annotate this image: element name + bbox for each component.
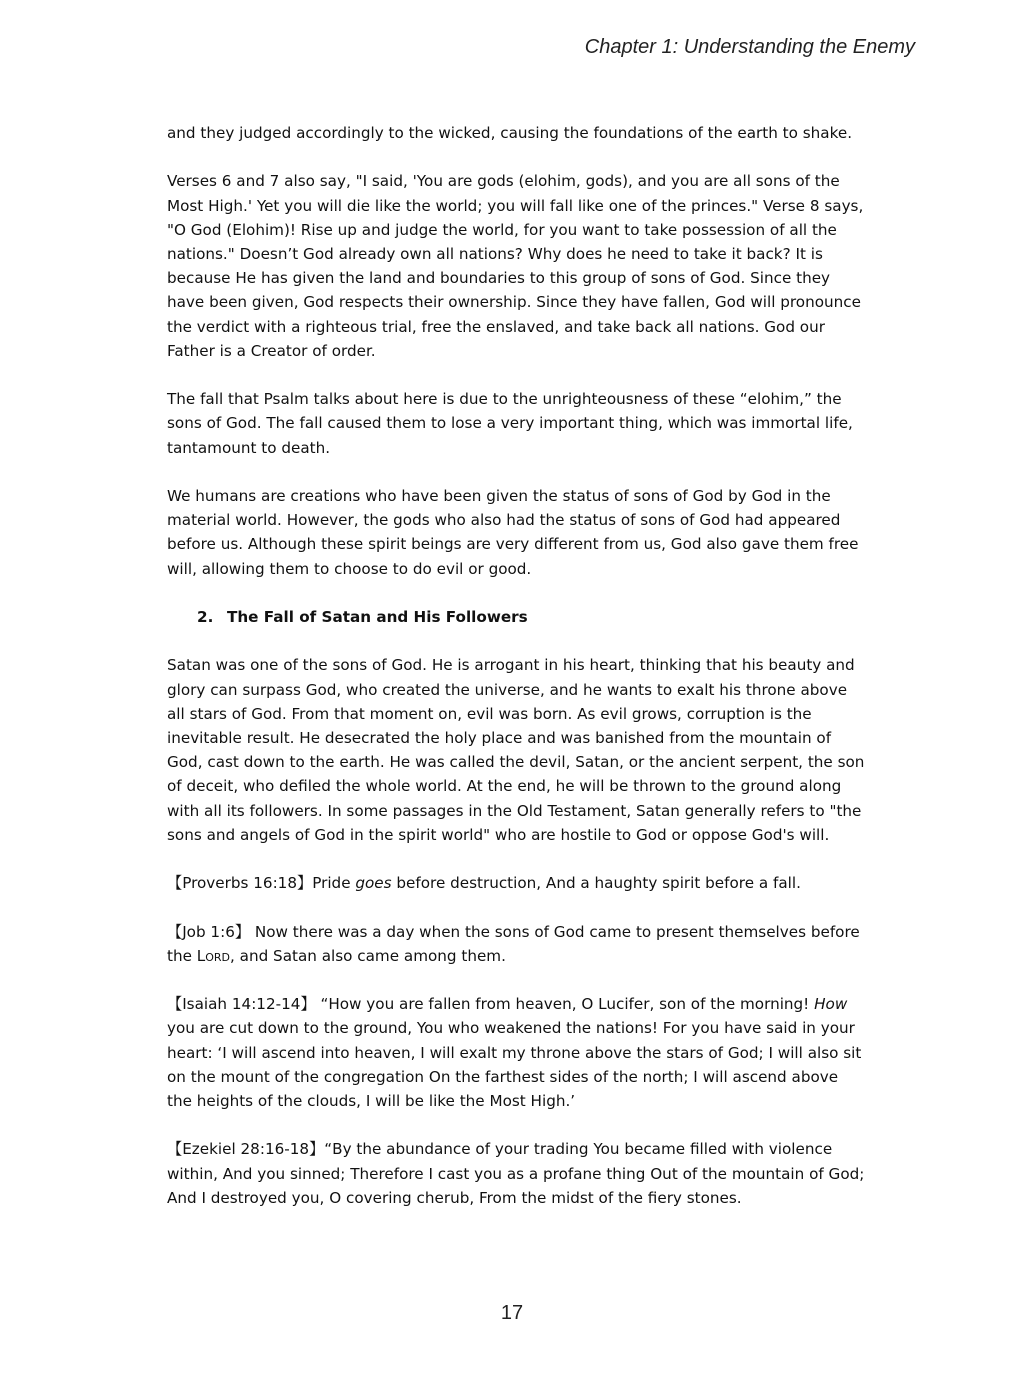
paragraph: Satan was one of the sons of God. He is arrogant in his heart, thinking that his beauty and glory can surpass God, who created the universe, and he wants to exalt his throne above all stars of God. From that moment on, evil was born. As evil grows, corruption is the inevitable result. He desecrated the holy place and was banished from the mountain of God, cast down to the earth. He was called the devil, Satan, or the ancient serpent, the son of deceit, who defiled the whole world. At the end, he will be thrown to the ground along with all its followers. In some passages in the Old Testament, Satan generally refers to "the sons and angels of God in the spirit world" who are hostile to God or oppose God's will. — [167, 656, 865, 844]
paragraph: and they judged accordingly to the wicked, causing the foundations of the earth to shake. — [167, 124, 853, 142]
section-number: 2. — [197, 608, 214, 626]
quote-text: Pride — [312, 874, 356, 893]
quote-text: Now there was a day when the sons of God came to present themselves before the — [167, 922, 860, 965]
quote-text: , and Satan also came among them. — [230, 946, 506, 965]
paragraph: Verses 6 and 7 also say, "I said, 'You are gods (elohim, gods), and you are all sons of the Most High.' Yet you will die like the world; you will fall like one of the princes." Verse 8 says, "O God (Elohim)! Rise up and judge the world, for you want to take possession of all the nations." Doesn’t God already own all nations? Why does he need to take it back? It is because He has given the land and boundaries to this group of sons of God. Since they have been given, God respects their ownership. Since they have fallen, God will pronounce the verdict with a righteous trial, free the enslaved, and take back all nations. God our Father is a Creator of order. — [167, 172, 864, 360]
section-heading — [197, 605, 867, 629]
page-body — [167, 121, 867, 1234]
paragraph: The fall that Psalm talks about here is due to the unrighteousness of these “elohim,” the sons of God. The fall caused them to lose a very important thing, which was immortal life, tantamount to death. — [167, 390, 853, 457]
quote-text: before destruction, And a haughty spirit before a fall. — [391, 874, 801, 893]
scripture-reference: 【Job 1:6】 — [167, 922, 251, 941]
scripture-quote-ezekiel — [167, 1137, 867, 1210]
quote-text-italic: goes — [355, 874, 392, 893]
quote-text-italic: How — [814, 995, 848, 1014]
paragraph: We humans are creations who have been given the status of sons of God by God in the material world. However, the gods who also had the status of sons of God had appeared before us. Although these spirit beings are very different from us, God also gave them free will, allowing them to choose to do evil or good. — [167, 487, 859, 578]
scripture-quote-isaiah — [167, 992, 867, 1113]
scripture-quote-job — [167, 920, 867, 968]
quote-small-caps: Lord — [196, 946, 230, 965]
scripture-reference: 【Isaiah 14:12-14】 — [167, 995, 316, 1014]
quote-text: “How you are fallen from heaven, O Lucifer, son of the morning! — [315, 995, 815, 1014]
scripture-reference: 【Proverbs 16:18】 — [167, 874, 313, 893]
quote-text: you are cut down to the ground, You who weakened the nations! For you have said in your heart: ‘I will ascend into heaven, I will exalt my throne above the stars of God; I will also sit on the mount of the congregation On the farthest sides of the north; I will ascend above the heights of the clouds, I will be like the Most High.’ — [167, 1019, 862, 1110]
quote-text: “By the abundance of your trading You became filled with violence within, And you sinned; Therefore I cast you as a profane thing Out of the mountain of God; And I destroyed you, O covering cherub, From the midst of the fiery stones. — [167, 1140, 865, 1207]
chapter-title-header: Chapter 1: Understanding the Enemy — [584, 36, 915, 58]
scripture-reference: 【Ezekiel 28:16-18】 — [167, 1140, 325, 1159]
section-title: The Fall of Satan and His Followers — [227, 608, 528, 626]
page-number: 17 — [500, 1302, 524, 1324]
scripture-quote-proverbs — [167, 871, 867, 895]
